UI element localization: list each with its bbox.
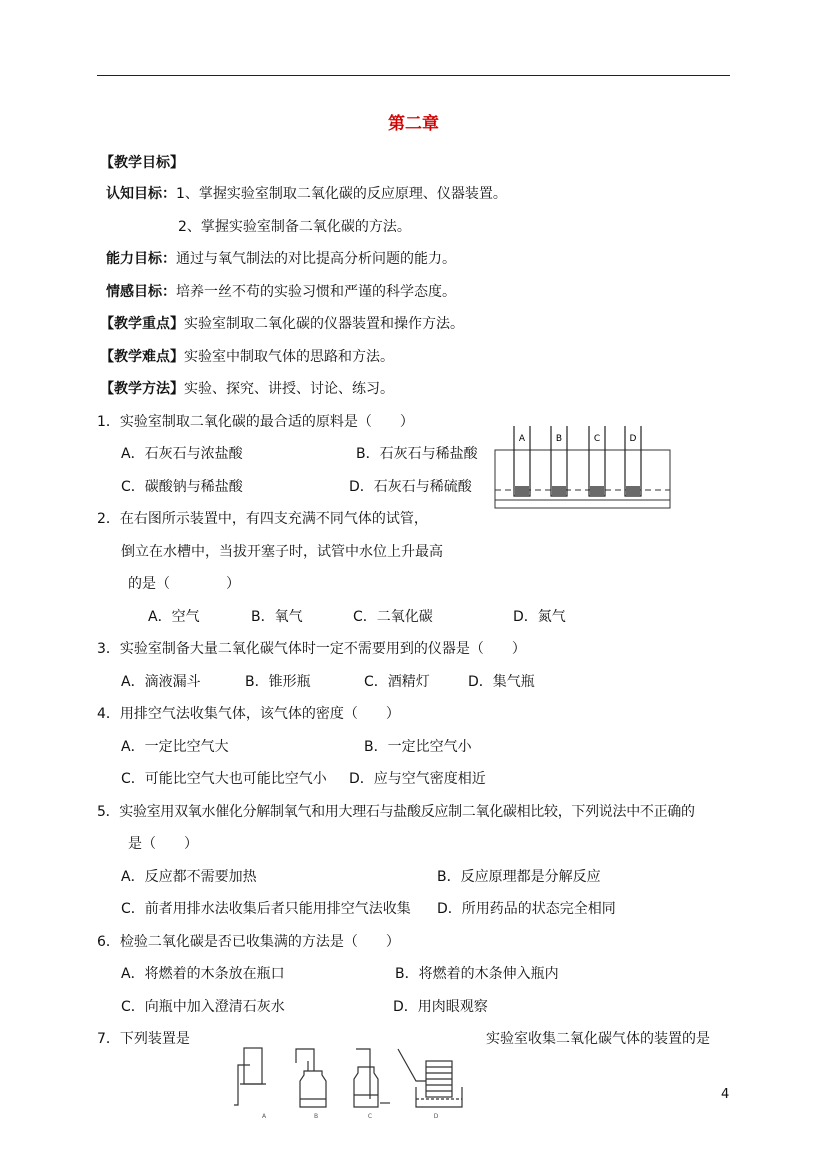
q5-stem-line1: 5．实验室用双氧水催化分解制氧气和用大理石与盐酸反应制二氧化碳相比较，下列说法中不正确的 [97, 804, 695, 820]
apparatus-label-a: A [261, 1113, 267, 1120]
q2-option-a: A．空气 [148, 609, 200, 625]
cognitive-text-2: 2、掌握实验室制备二氧化碳的方法。 [178, 219, 411, 235]
cognitive-label: 认知目标： [106, 186, 176, 202]
q6-stem: 6．检验二氧化碳是否已收集满的方法是（ ） [97, 934, 400, 950]
q2-stem-line2: 倒立在水槽中，当拔开塞子时，试管中水位上升最高 [121, 544, 443, 560]
tube-label-d: D [629, 434, 637, 444]
apparatus-a [234, 1048, 266, 1105]
q5-option-d: D．所用药品的状态完全相同 [437, 901, 616, 917]
apparatus-b [296, 1049, 326, 1107]
difficulty-text: 实验室中制取气体的思路和方法。 [184, 349, 394, 365]
key-label: 【教学重点】 [100, 316, 184, 332]
ability-objective [106, 248, 456, 268]
q3-option-d: D．集气瓶 [468, 674, 535, 690]
q1-option-b: B．石灰石与稀盐酸 [356, 446, 478, 462]
q3-option-a: A．滴液漏斗 [121, 674, 201, 690]
q2-option-d: D．氮气 [513, 609, 566, 625]
difficulty-point [100, 346, 394, 366]
apparatus-label-c: C [367, 1113, 373, 1120]
emotion-label: 情感目标： [106, 284, 176, 300]
ability-label: 能力目标： [106, 251, 176, 267]
q6-option-a: A．将燃着的木条放在瓶口 [121, 966, 285, 982]
apparatus-c [354, 1049, 390, 1107]
q3-option-c: C．酒精灯 [364, 674, 430, 690]
q2-stem-line1: 2．在右图所示装置中，有四支充满不同气体的试管， [97, 511, 428, 527]
q4-stem: 4．用排空气法收集气体，该气体的密度（ ） [97, 706, 400, 722]
apparatus-label-d: D [433, 1113, 439, 1120]
q4-option-b: B．一定比空气小 [364, 739, 472, 755]
q2-option-b: B．氧气 [251, 609, 303, 625]
difficulty-label: 【教学难点】 [100, 349, 184, 365]
emotion-objective [106, 281, 456, 301]
q4-option-a: A．一定比空气大 [121, 739, 229, 755]
q6-option-b: B．将燃着的木条伸入瓶内 [395, 966, 559, 982]
q2-option-c: C．二氧化碳 [353, 609, 433, 625]
q5-option-b: B．反应原理都是分解反应 [437, 869, 601, 885]
q6-option-d: D．用肉眼观察 [393, 999, 488, 1015]
tube-b [551, 426, 567, 496]
q1-option-c: C．碳酸钠与稀盐酸 [121, 479, 243, 495]
q1-option-d: D．石灰石与稀硫酸 [349, 479, 472, 495]
tube-d [625, 426, 641, 496]
key-point [100, 313, 464, 333]
q7-stem-right: 实验室收集二氧化碳气体的装置的是 [486, 1031, 710, 1047]
q5-option-a: A．反应都不需要加热 [121, 869, 257, 885]
apparatus-figure [230, 1043, 465, 1121]
q3-option-b: B．锥形瓶 [245, 674, 311, 690]
cognitive-objective [106, 183, 507, 203]
emotion-text: 培养一丝不苟的实验习惯和严谨的科学态度。 [176, 284, 456, 300]
cognitive-text-1: 1、掌握实验室制取二氧化碳的反应原理、仪器装置。 [176, 186, 507, 202]
method-label: 【教学方法】 [100, 381, 184, 397]
apparatus-d [398, 1049, 462, 1107]
key-text: 实验室制取二氧化碳的仪器装置和操作方法。 [184, 316, 464, 332]
q5-option-c: C．前者用排水法收集后者只能用排空气法收集 [121, 901, 411, 917]
q6-option-c: C．向瓶中加入澄清石灰水 [121, 999, 285, 1015]
tube-label-b: B [555, 434, 563, 444]
tube-label-a: A [518, 434, 526, 444]
teaching-method [100, 378, 394, 398]
q1-option-a: A．石灰石与浓盐酸 [121, 446, 243, 462]
q2-stem-line3: 的是（ ） [128, 576, 240, 592]
q7-stem-left: 7．下列装置是 [97, 1031, 190, 1047]
ability-text: 通过与氧气制法的对比提高分析问题的能力。 [176, 251, 456, 267]
tube-c [589, 426, 605, 496]
chapter-title: 第二章 [388, 114, 439, 134]
q3-stem: 3．实验室制备大量二氧化碳气体时一定不需要用到的仪器是（ ） [97, 641, 526, 657]
tube-a [514, 426, 530, 496]
q4-option-d: D．应与空气密度相近 [349, 771, 486, 787]
page-number: 4 [721, 1087, 730, 1102]
q1-stem: 1．实验室制取二氧化碳的最合适的原料是（ ） [97, 414, 414, 430]
tube-label-c: C [593, 434, 601, 444]
objectives-heading: 【教学目标】 [100, 155, 184, 171]
apparatus-label-b: B [313, 1113, 319, 1120]
q5-stem-line2: 是（ ） [128, 836, 198, 852]
header-rule [97, 75, 730, 76]
test-tube-figure [494, 416, 672, 511]
method-text: 实验、探究、讲授、讨论、练习。 [184, 381, 394, 397]
q4-option-c: C．可能比空气大也可能比空气小 [121, 771, 327, 787]
